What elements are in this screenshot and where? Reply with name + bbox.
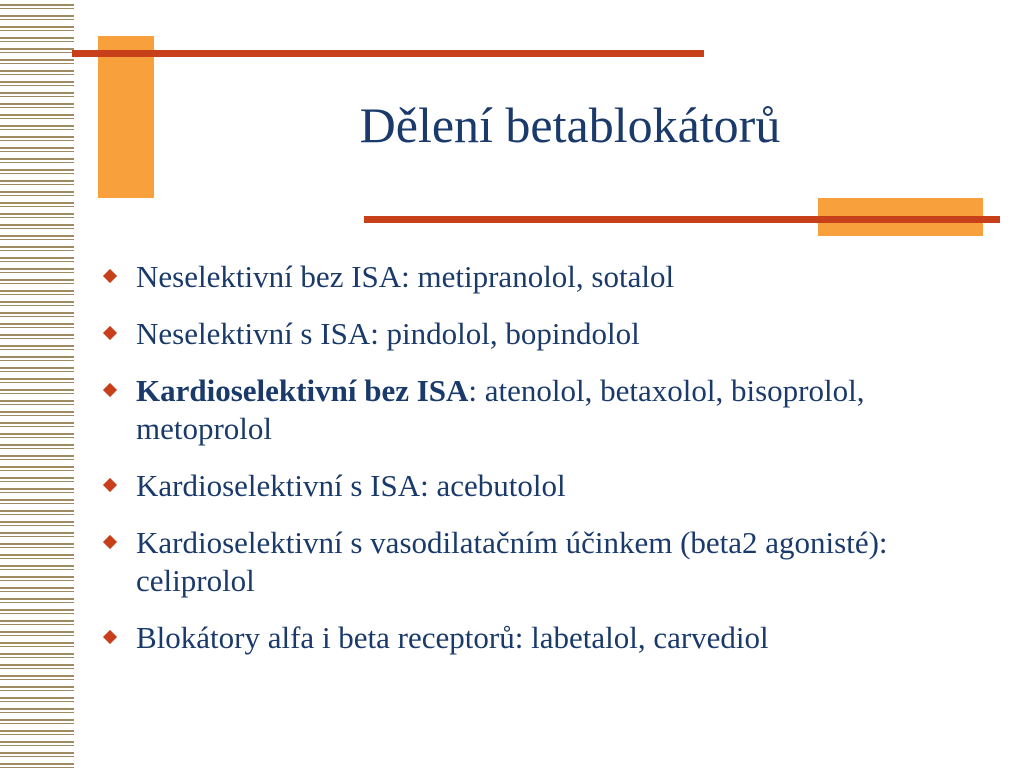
diamond-bullet-icon [103, 269, 117, 283]
bullet-text: Kardioselektivní s ISA: acebutolol [136, 468, 566, 503]
bullet-text: Blokátory alfa i beta receptorů: labetalol, carvediol [136, 620, 769, 655]
bullet-item [104, 619, 984, 657]
diamond-bullet-icon [103, 383, 117, 397]
bullet-item [104, 315, 984, 353]
diamond-bullet-icon [103, 535, 117, 549]
bullet-item [104, 372, 984, 448]
diamond-bullet-icon [103, 630, 117, 644]
red-bottom-line [364, 216, 1000, 223]
red-top-line [72, 50, 704, 57]
diamond-bullet-icon [103, 478, 117, 492]
decorative-stripes [0, 0, 74, 768]
bullet-item [104, 258, 984, 296]
bullet-text: Neselektivní s ISA: pindolol, bopindolol [136, 316, 640, 351]
bullet-text: : atenolol, betaxolol, bisoprolol, metoprolol [136, 373, 865, 446]
bullet-bold-text: Kardioselektivní bez ISA [136, 373, 469, 408]
bullet-text: Kardioselektivní s vasodilatačním účinkem (beta2 agonisté): celiprolol [136, 525, 888, 598]
slide-title: Dělení betablokátorů [359, 97, 781, 153]
bullet-item [104, 467, 984, 505]
orange-vertical-bar [98, 36, 154, 198]
bullet-list [104, 258, 984, 676]
bullet-text: Neselektivní bez ISA: metipranolol, sotalol [136, 259, 675, 294]
diamond-bullet-icon [103, 326, 117, 340]
bullet-item [104, 524, 984, 600]
